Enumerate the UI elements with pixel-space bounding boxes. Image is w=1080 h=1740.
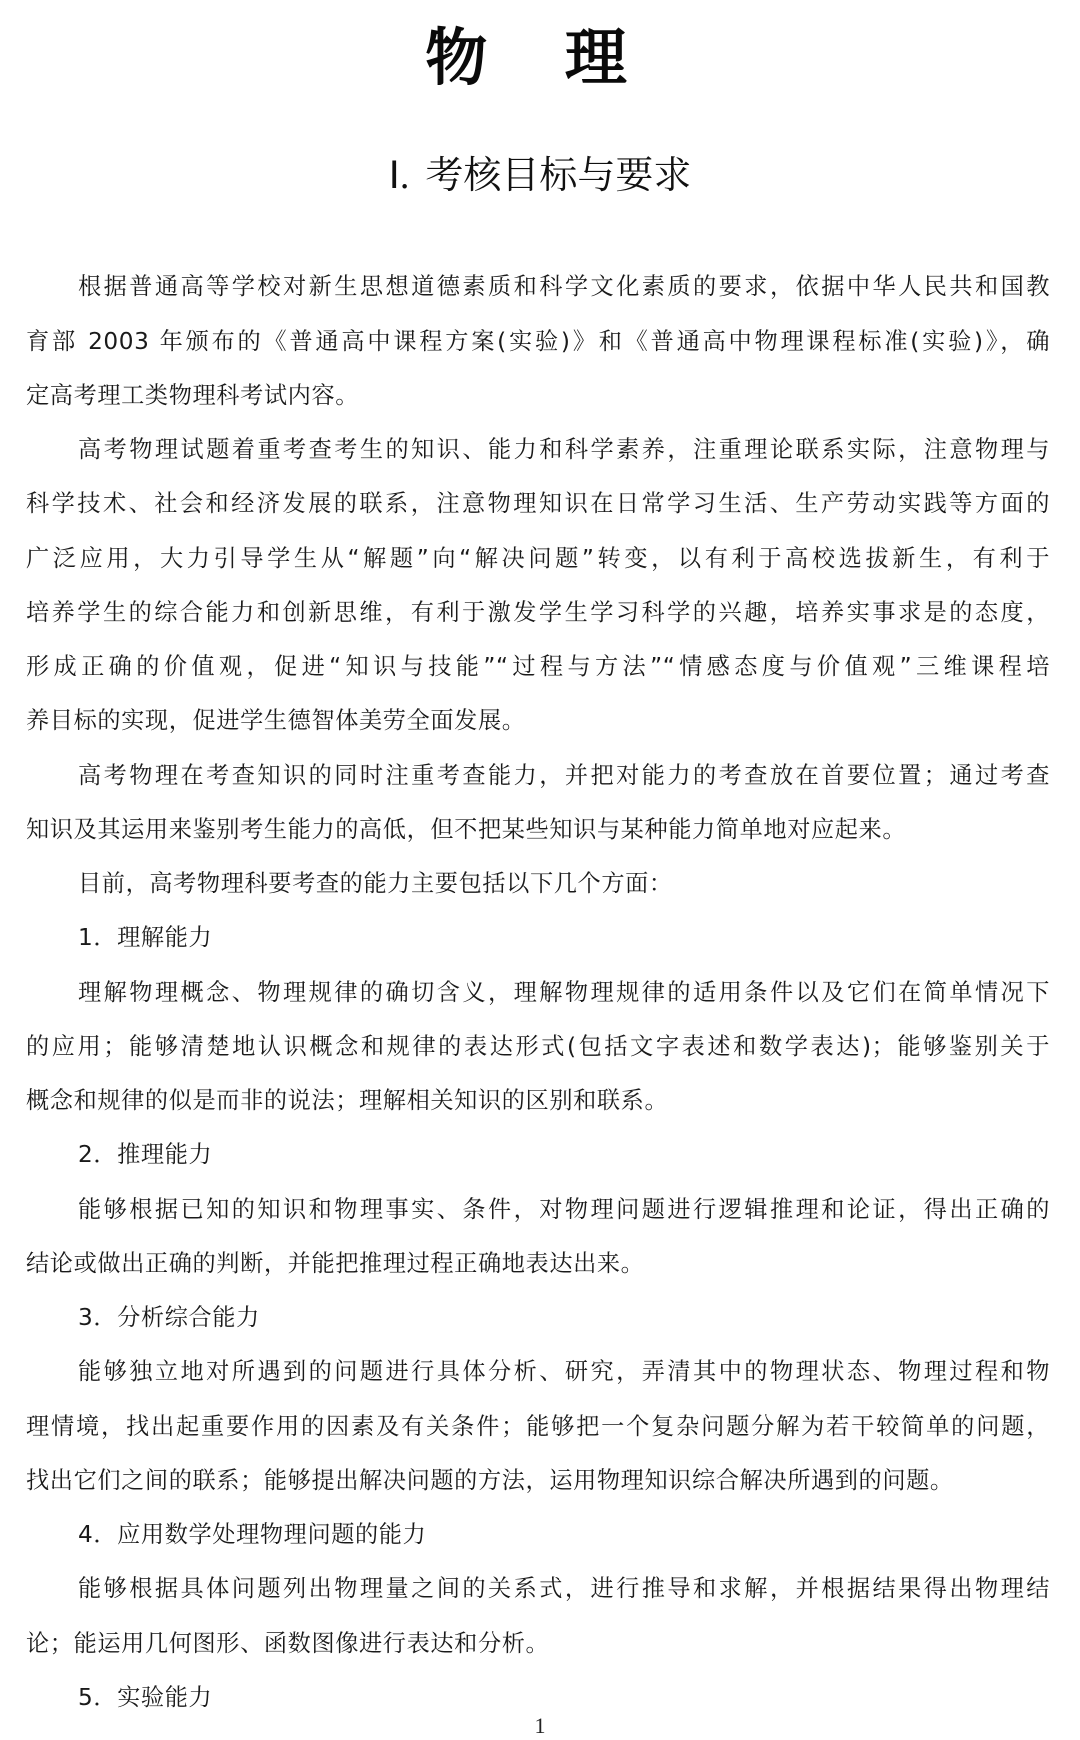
paragraph-line: 结论或做出正确的判断，并能把推理过程正确地表达出来。 [26,1250,645,1277]
page-number: 1 [534,1713,546,1738]
paragraph-line: 概念和规律的似是而非的说法；理解相关知识的区别和联系。 [26,1087,669,1114]
paragraph-line: 的应用；能够清楚地认识概念和规律的表达形式(包括文字表述和数学表达)；能够鉴别关于 [26,1033,1050,1060]
document-title: 物 理 [425,21,655,94]
paragraph-line: 养目标的实现，促进学生德智体美劳全面发展。 [26,707,526,734]
paragraph-line: 理解物理概念、物理规律的确切含义，理解物理规律的适用条件以及它们在简单情况下 [78,979,1050,1006]
subheading-math: 4．应用数学处理物理问题的能力 [78,1521,427,1548]
paragraph-line: 知识及其运用来鉴别考生能力的高低，但不把某些知识与某种能力简单地对应起来。 [26,816,907,843]
paragraph-line: 高考物理试题着重考查考生的知识、能力和科学素养，注重理论联系实际，注意物理与 [78,436,1050,463]
section-heading-text: 考核目标与要求 [425,153,692,197]
paragraph-line: 找出它们之间的联系；能够提出解决问题的方法，运用物理知识综合解决所遇到的问题。 [26,1467,954,1494]
paragraph-line: 理情境，找出起重要作用的因素及有关条件；能够把一个复杂问题分解为若干较简单的问题， [26,1413,1050,1440]
paragraph-line: 能够独立地对所遇到的问题进行具体分析、研究，弄清其中的物理状态、物理过程和物 [78,1358,1050,1385]
paragraph-line: 育部 2003 年颁布的《普通高中课程方案(实验)》和《普通高中物理课程标准(实验)》，确 [26,328,1050,355]
subheading-understanding: 1．理解能力 [78,924,213,951]
subheading-reasoning: 2．推理能力 [78,1141,213,1168]
paragraph-line: 科学技术、社会和经济发展的联系，注意物理知识在日常学习生活、生产劳动实践等方面的 [26,490,1050,517]
paragraph-line: 培养学生的综合能力和创新思维，有利于激发学生学习科学的兴趣，培养实事求是的态度， [26,599,1050,626]
subheading-experiment: 5．实验能力 [78,1684,213,1711]
paragraph-line: 根据普通高等学校对新生思想道德素质和科学文化素质的要求，依据中华人民共和国教 [78,273,1050,300]
paragraph-line: 高考物理在考查知识的同时注重考查能力，并把对能力的考查放在首要位置；通过考查 [78,762,1050,789]
paragraph-line: 能够根据已知的知识和物理事实、条件，对物理问题进行逻辑推理和论证，得出正确的 [78,1196,1050,1223]
paragraph-line: 论；能运用几何图形、函数图像进行表达和分析。 [26,1630,550,1657]
subheading-analysis: 3．分析综合能力 [78,1304,260,1331]
paragraph-line: 定高考理工类物理科考试内容。 [26,382,360,409]
paragraph-line: 目前，高考物理科要考查的能力主要包括以下几个方面： [78,870,673,897]
section-heading [0,150,1080,201]
section-number: Ⅰ. [388,155,410,197]
paragraph-line: 能够根据具体问题列出物理量之间的关系式，进行推导和求解，并根据结果得出物理结 [78,1575,1050,1602]
paragraph-line: 形成正确的价值观，促进“知识与技能”“过程与方法”“情感态度与价值观”三维课程培 [26,653,1050,680]
paragraph-line: 广泛应用，大力引导学生从“解题”向“解决问题”转变，以有利于高校选拔新生，有利于 [26,545,1050,572]
